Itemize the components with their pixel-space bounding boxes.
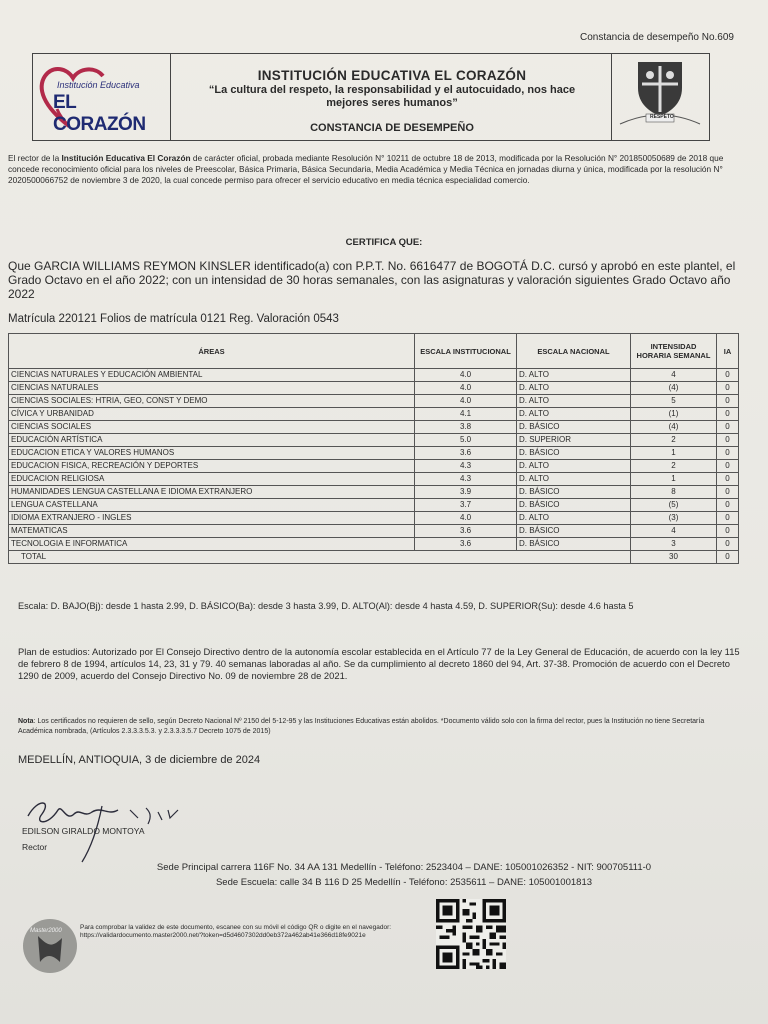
score-national: D. BÁSICO — [517, 499, 631, 512]
ia-value: 0 — [717, 369, 739, 382]
address-main: Sede Principal carrera 116F No. 34 AA 131 Medellín - Teléfono: 2523404 – DANE: 105001026352 - NIT: 900705111-0 — [156, 862, 652, 873]
table-total-row — [9, 551, 739, 564]
score-institutional: 4.0 — [415, 512, 517, 525]
score-institutional: 4.1 — [415, 408, 517, 421]
weekly-hours: (3) — [631, 512, 717, 525]
table-header-row — [9, 334, 739, 369]
score-institutional: 4.0 — [415, 369, 517, 382]
table-row — [9, 395, 739, 408]
score-national: D. ALTO — [517, 512, 631, 525]
score-national: D. ALTO — [517, 408, 631, 421]
school-crest — [611, 54, 709, 140]
verification-url[interactable]: https://validardocumento.master2000.net/?token=d5d4607302dd0eb372a462ab41e366d18fe9021e — [80, 932, 366, 939]
ia-value: 0 — [717, 525, 739, 538]
header-areas: ÁREAS — [9, 334, 415, 369]
ia-value: 0 — [717, 460, 739, 473]
master2000-seal — [22, 918, 78, 979]
document-header — [32, 53, 710, 141]
weekly-hours: (4) — [631, 382, 717, 395]
institution-title: INSTITUCIÓN EDUCATIVA EL CORAZÓN — [257, 68, 527, 83]
table-row — [9, 434, 739, 447]
area-name: CIENCIAS NATURALES Y EDUCACIÓN AMBIENTAL — [9, 369, 415, 382]
score-national: D. ALTO — [517, 382, 631, 395]
header-intensidad: INTENSIDAD HORARIA SEMANAL — [631, 334, 717, 369]
place-and-date: MEDELLÍN, ANTIOQUIA, 3 de diciembre de 2024 — [18, 754, 261, 766]
score-national: D. BÁSICO — [517, 421, 631, 434]
score-institutional: 3.6 — [415, 525, 517, 538]
table-row — [9, 460, 739, 473]
score-national: D. BÁSICO — [517, 538, 631, 551]
ia-value: 0 — [717, 434, 739, 447]
weekly-hours: 8 — [631, 486, 717, 499]
area-name: CÍVICA Y URBANIDAD — [9, 408, 415, 421]
signer-name: EDILSON GIRALDO MONTOYA — [22, 826, 145, 836]
total-ia: 0 — [717, 551, 739, 564]
weekly-hours: (4) — [631, 421, 717, 434]
ia-value: 0 — [717, 473, 739, 486]
table-row — [9, 486, 739, 499]
score-national: D. ALTO — [517, 460, 631, 473]
header-escala-institucional: ESCALA INSTITUCIONAL — [415, 334, 517, 369]
note-label: Nota — [18, 718, 34, 725]
weekly-hours: (1) — [631, 408, 717, 421]
qr-code-icon[interactable] — [436, 898, 506, 970]
score-national: D. ALTO — [517, 369, 631, 382]
score-institutional: 3.7 — [415, 499, 517, 512]
weekly-hours: 5 — [631, 395, 717, 408]
score-national: D. BÁSICO — [517, 525, 631, 538]
weekly-hours: 3 — [631, 538, 717, 551]
crest-ribbon: RESPETO — [650, 114, 674, 120]
study-plan: Plan de estudios: Autorizado por El Consejo Directivo dentro de la autonomía escolar establecida en el Artículo 77 de la Ley General de Educación, de acuerdo con la ley 115 de febrero 8 de 1994, artículos 14, 23, 31 y 79. 40 semanas laboradas al año. Se da cumplimiento al decreto 1860 del 94, Art. 37-38. Promoción de acuerdo con el Decreto 1290 de 2009, acuerdo del Consejo Directivo No. 09 de noviembre 28 de 2021. — [18, 646, 740, 681]
area-name: EDUCACIÓN ARTÍSTICA — [9, 434, 415, 447]
table-row — [9, 499, 739, 512]
score-national: D. BÁSICO — [517, 447, 631, 460]
qr-instructions — [80, 924, 430, 940]
matricula-info: Matrícula 220121 Folios de matrícula 0121 Reg. Valoración 0543 — [8, 313, 339, 325]
total-label: TOTAL — [9, 551, 631, 564]
score-national: D. ALTO — [517, 395, 631, 408]
area-name: LENGUA CASTELLANA — [9, 499, 415, 512]
document-type: CONSTANCIA DE DESEMPEÑO — [310, 122, 474, 134]
table-row — [9, 369, 739, 382]
area-name: TECNOLOGIA E INFORMATICA — [9, 538, 415, 551]
area-name: EDUCACION ETICA Y VALORES HUMANOS — [9, 447, 415, 460]
area-name: CIENCIAS NATURALES — [9, 382, 415, 395]
ia-value: 0 — [717, 499, 739, 512]
score-national: D. BÁSICO — [517, 486, 631, 499]
total-hours: 30 — [631, 551, 717, 564]
area-name: CIENCIAS SOCIALES: HTRIA, GEO, CONST Y DEMO — [9, 395, 415, 408]
header-ia: IA — [717, 334, 739, 369]
qr-instructions-text: Para comprobar la validez de este documento, escanee con su móvil el código QR o digite en el navegador: — [80, 924, 392, 931]
table-row — [9, 447, 739, 460]
grades-table — [8, 333, 739, 564]
score-institutional: 3.8 — [415, 421, 517, 434]
intro-text-rest: de carácter oficial, probada mediante Resolución N° 10211 de octubre 18 de 2013, modificada por la Resolución N° 201850050689 de 2018 que concede reconocimiento oficial para los niveles de Preescolar, Básica Primaria, Básica Secundaria, Media Académica y Media Técnica en jornadas diurna y única, modificada por la resolución N° 2020500066752 de noviembre 3 de 2020, la cual concede permiso para ofrecer el servicio educativo en media técnica especialidad comercio. — [8, 153, 724, 185]
weekly-hours: 1 — [631, 447, 717, 460]
weekly-hours: 2 — [631, 434, 717, 447]
area-name: HUMANIDADES LENGUA CASTELLANA E IDIOMA EXTRANJERO — [9, 486, 415, 499]
score-national: D. SUPERIOR — [517, 434, 631, 447]
area-name: IDIOMA EXTRANJERO - INGLES — [9, 512, 415, 525]
score-institutional: 4.0 — [415, 382, 517, 395]
table-row — [9, 512, 739, 525]
weekly-hours: 1 — [631, 473, 717, 486]
institution-motto: “La cultura del respeto, la responsabilidad y el autocuidado, nos hace mejores seres humanos” — [208, 84, 576, 109]
ia-value: 0 — [717, 486, 739, 499]
table-row — [9, 408, 739, 421]
certification-statement: Que GARCIA WILLIAMS REYMON KINSLER identificado(a) con P.P.T. No. 6616477 de BOGOTÁ D.C. cursó y aprobó en este plantel, el Grado Octavo en el año 2022; con un intensidad de 30 horas semanales, con las asignaturas y valoración siguientes Grado Octavo año 2022 — [8, 259, 736, 301]
intro-institution-name: Institución Educativa El Corazón — [61, 153, 191, 163]
grading-scale: Escala: D. BAJO(Bj): desde 1 hasta 2.99, D. BÁSICO(Ba): desde 3 hasta 3.99, D. ALTO(Al): desde 4 hasta 4.59, D. SUPERIOR(Su): desde 4.6 hasta 5 — [18, 601, 634, 611]
area-name: MATEMATICAS — [9, 525, 415, 538]
legal-note — [18, 717, 740, 737]
weekly-hours: 2 — [631, 460, 717, 473]
intro-text-start: El rector de la — [8, 153, 62, 163]
weekly-hours: 4 — [631, 369, 717, 382]
score-national: D. ALTO — [517, 473, 631, 486]
score-institutional: 3.6 — [415, 538, 517, 551]
address-school: Sede Escuela: calle 34 B 116 D 25 Medellín - Teléfono: 2535611 – DANE: 105001001813 — [215, 877, 593, 888]
table-row — [9, 421, 739, 434]
score-institutional: 4.0 — [415, 395, 517, 408]
signer-role: Rector — [22, 842, 48, 852]
ia-value: 0 — [717, 512, 739, 525]
intro-paragraph — [8, 153, 738, 186]
header-escala-nacional: ESCALA NACIONAL — [517, 334, 631, 369]
certifica-heading: CERTIFICA QUE: — [345, 237, 423, 248]
document-reference: Constancia de desempeño No.609 — [580, 32, 734, 43]
ia-value: 0 — [717, 447, 739, 460]
seal-emblem-icon — [22, 918, 78, 974]
ia-value: 0 — [717, 421, 739, 434]
crest-shield-icon — [612, 54, 708, 140]
score-institutional: 4.3 — [415, 460, 517, 473]
ia-value: 0 — [717, 382, 739, 395]
area-name: CIENCIAS SOCIALES — [9, 421, 415, 434]
logo-small-text: Institución Educativa — [57, 80, 140, 90]
score-institutional: 3.9 — [415, 486, 517, 499]
area-name: EDUCACION RELIGIOSA — [9, 473, 415, 486]
ia-value: 0 — [717, 408, 739, 421]
table-row — [9, 473, 739, 486]
score-institutional: 3.6 — [415, 447, 517, 460]
school-logo — [33, 54, 171, 140]
ia-value: 0 — [717, 538, 739, 551]
area-name: EDUCACION FISICA, RECREACIÓN Y DEPORTES — [9, 460, 415, 473]
table-row — [9, 525, 739, 538]
weekly-hours: 4 — [631, 525, 717, 538]
ia-value: 0 — [717, 395, 739, 408]
seal-text: Master2000 — [30, 928, 62, 934]
logo-big-text: EL CORAZÓN — [53, 92, 146, 135]
score-institutional: 5.0 — [415, 434, 517, 447]
table-row — [9, 382, 739, 395]
note-text: : Los certificados no requieren de sello, según Decreto Nacional Nº 2150 del 5-12-95 y las Instituciones Educativas están abolidos. *Documento válido solo con la firma del rector, pues la Institución no tiene Secretaría Académica nombrada, (Artículos 2.3.3.3.5.3. y 2.3.3.3.5.7 Decreto 1075 de 2015) — [18, 718, 705, 735]
weekly-hours: (5) — [631, 499, 717, 512]
table-row — [9, 538, 739, 551]
score-institutional: 4.3 — [415, 473, 517, 486]
